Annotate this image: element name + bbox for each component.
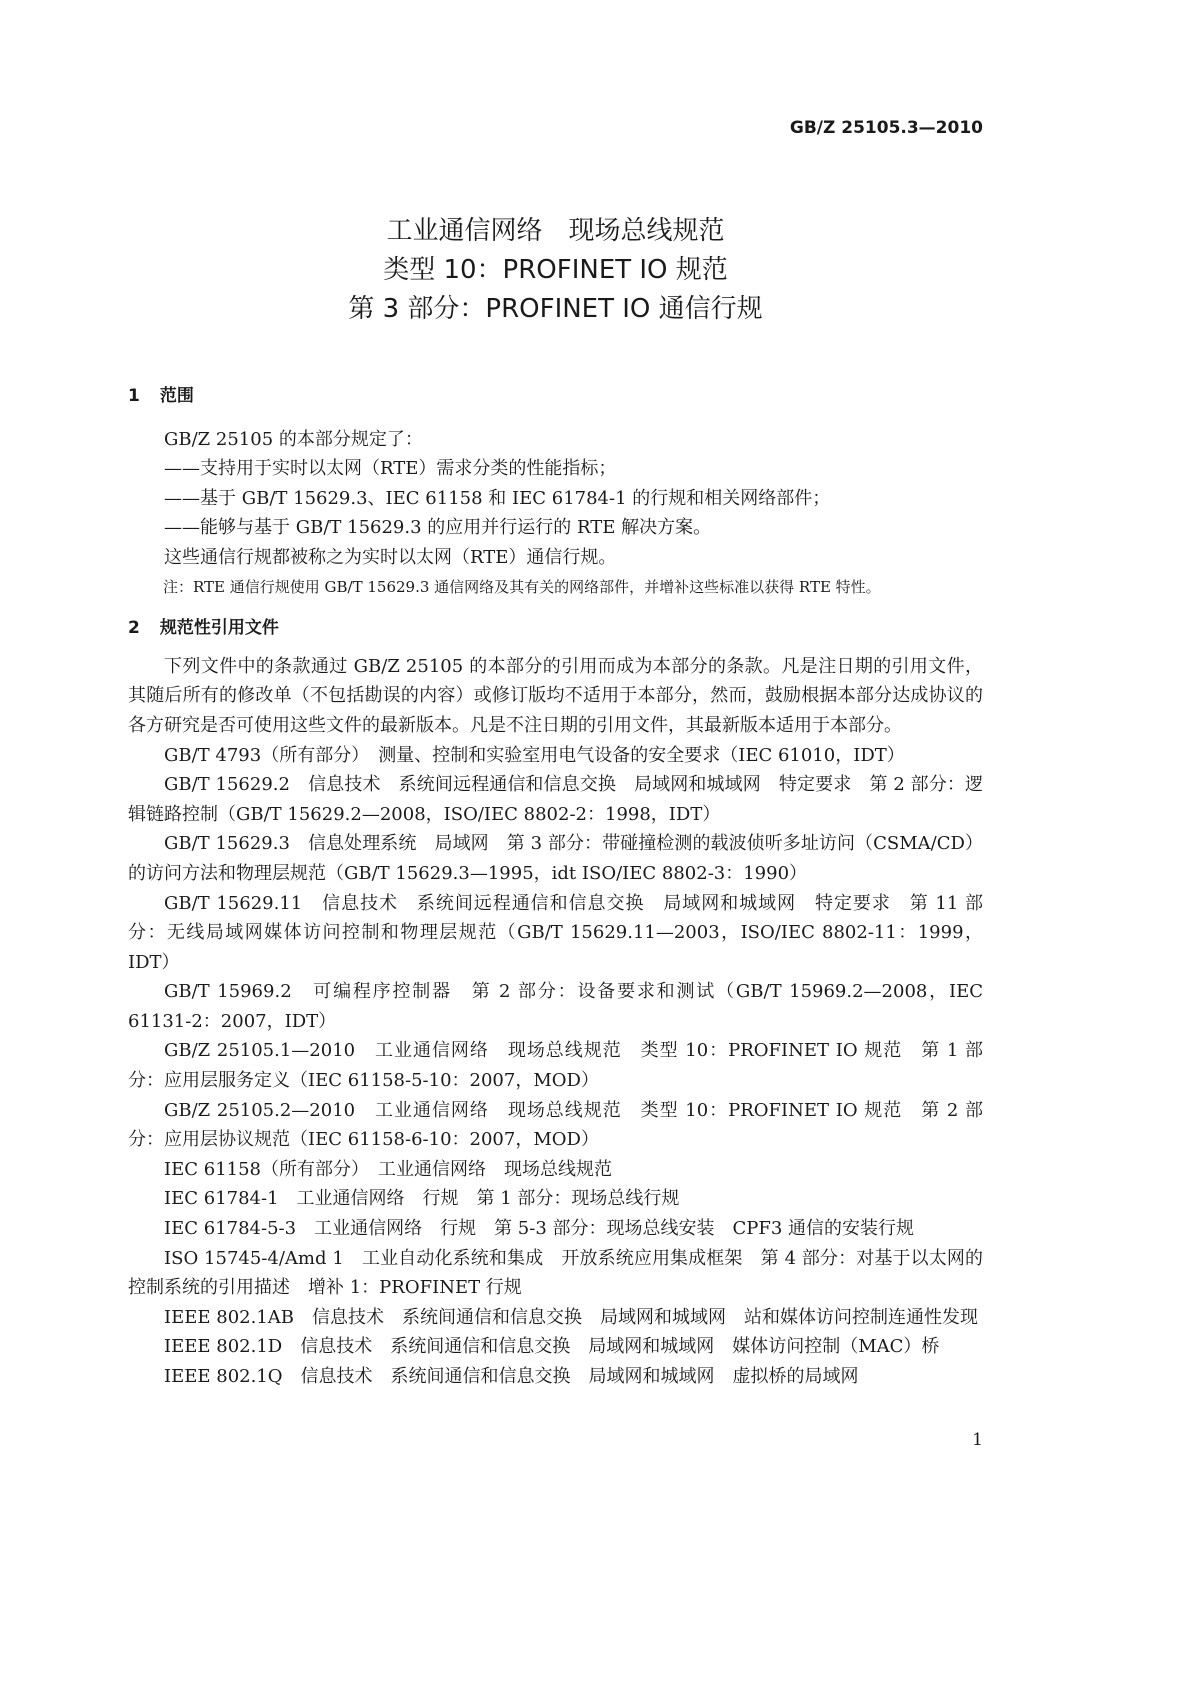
section-1-title: 范围 [159,386,194,406]
section-2-heading [128,614,983,644]
scope-item: ——支持用于实时以太网（RTE）需求分类的性能指标； [164,458,617,480]
section-2-number: 2 [128,618,140,639]
section-1-heading [128,382,983,412]
reference-entry: IEEE 802.1AB 信息技术 系统间通信和信息交换 局域网和城域网 站和媒体访问控制连通性发现 [164,1306,979,1328]
standard-code: GB/Z 25105.3—2010 [789,118,983,138]
reference-entry: GB/T 15629.11 信息技术 系统间远程通信和信息交换 局域网和城域网 特定要求 第 11 部分：无线局域网媒体访问控制和物理层规范（GB/T 15629.11—2003，ISO/IEC 8802-11：1999，IDT） [128,892,983,973]
scope-item: ——能够与基于 GB/T 15629.3 的应用并行运行的 RTE 解决方案。 [164,517,712,539]
reference-entry: GB/Z 25105.1—2010 工业通信网络 现场总线规范 类型 10：PROFINET IO 规范 第 1 部分：应用层服务定义（IEC 61158-5-10：2007，MOD） [128,1040,983,1092]
reference-entry: GB/T 4793（所有部分） 测量、控制和实验室用电气设备的安全要求（IEC 61010，IDT） [164,744,905,766]
section-2-title: 规范性引用文件 [159,618,279,639]
title-line-2: 类型 10：PROFINET IO 规范 [383,255,728,285]
reference-entry: GB/T 15629.2 信息技术 系统间远程通信和信息交换 局域网和城域网 特定要求 第 2 部分：逻辑链路控制（GB/T 15629.2—2008，ISO/IEC 8802-2：1998，IDT） [128,774,983,825]
page-number: 1 [972,1430,983,1450]
reference-entry: GB/T 15629.3 信息处理系统 局域网 第 3 部分：带碰撞检测的载波侦听多址访问（CSMA/CD）的访问方法和物理层规范（GB/T 15629.3—1995，idt ISO/IEC 8802-3：1990） [128,833,983,884]
scope-intro: GB/Z 25105 的本部分规定了： [164,428,423,450]
document-body [128,382,983,1392]
reference-entry: IEC 61158（所有部分） 工业通信网络 现场总线规范 [164,1158,613,1180]
references-intro: 下列文件中的条款通过 GB/Z 25105 的本部分的引用而成为本部分的条款。凡是注日期的引用文件，其随后所有的修改单（不包括勘误的内容）或修订版均不适用于本部分，然而，鼓励根据本部分达成协议的各方研究是否可使用这些文件的最新版本。凡是不注日期的引用文件，其最新版本适用于本部分。 [128,655,983,736]
reference-entry: GB/T 15969.2 可编程序控制器 第 2 部分：设备要求和测试（GB/T 15969.2—2008，IEC 61131-2：2007，IDT） [128,981,983,1032]
scope-item: ——基于 GB/T 15629.3、IEC 61158 和 IEC 61784-1 的行规和相关网络部件； [164,487,831,509]
reference-entry: ISO 15745-4/Amd 1 工业自动化系统和集成 开放系统应用集成框架 第 4 部分：对基于以太网的控制系统的引用描述 增补 1：PROFINET 行规 [128,1247,983,1299]
reference-entry: IEEE 802.1Q 信息技术 系统间通信和信息交换 局域网和城域网 虚拟桥的局域网 [164,1366,859,1387]
scope-note: 注：RTE 通信行规使用 GB/T 15629.3 通信网络及其有关的网络部件，并增补这些标准以获得 RTE 特性。 [163,577,881,596]
reference-entry: GB/Z 25105.2—2010 工业通信网络 现场总线规范 类型 10：PROFINET IO 规范 第 2 部分：应用层协议规范（IEC 61158-6-10：2007，MOD） [128,1099,983,1151]
reference-entry: IEEE 802.1D 信息技术 系统间通信和信息交换 局域网和城域网 媒体访问控制（MAC）桥 [164,1336,940,1358]
section-1-number: 1 [128,386,140,406]
title-line-3: 第 3 部分：PROFINET IO 通信行规 [348,294,763,324]
document-title [128,212,983,329]
reference-entry: IEC 61784-1 工业通信网络 行规 第 1 部分：现场总线行规 [164,1188,680,1210]
scope-summary: 这些通信行规都被称之为实时以太网（RTE）通信行规。 [164,546,617,568]
reference-entry: IEC 61784-5-3 工业通信网络 行规 第 5-3 部分：现场总线安装 CPF3 通信的安装行规 [164,1218,915,1240]
title-line-1: 工业通信网络 现场总线规范 [386,216,725,246]
